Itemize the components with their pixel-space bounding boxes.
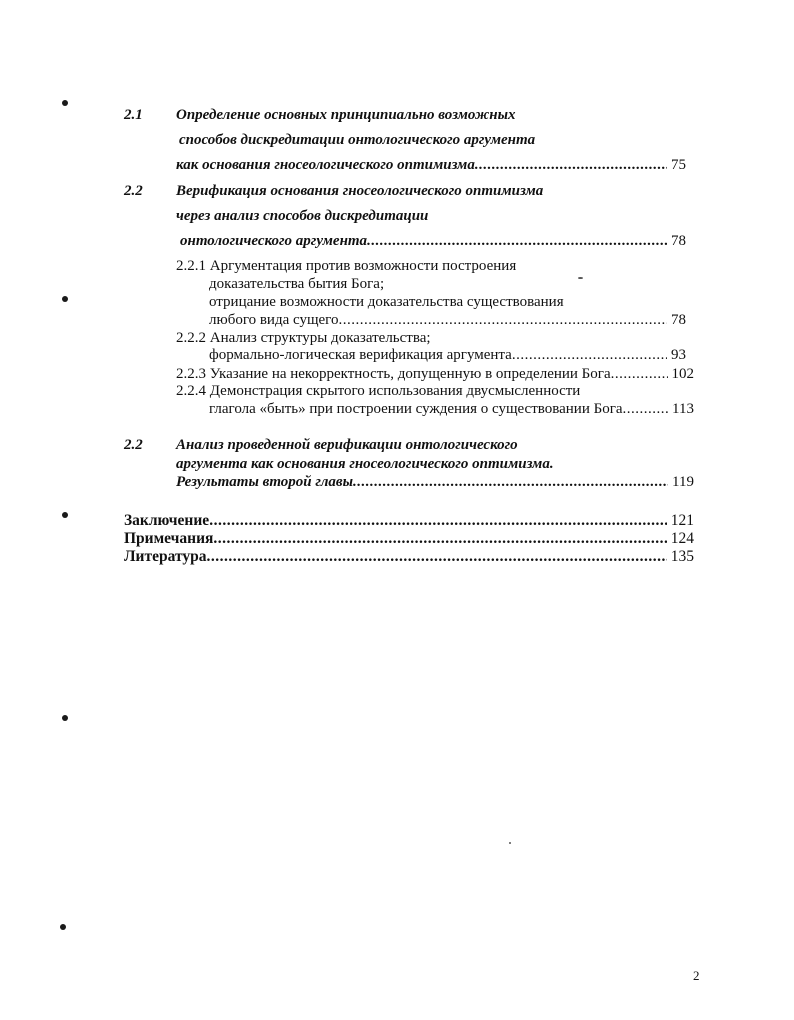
toc-subsection-title: 2.2.4 Демонстрация скрытого использования двусмысленности: [176, 383, 581, 399]
toc-section-title: через анализ способов дискредитации: [176, 208, 429, 224]
toc-section-title: аргумента как основания гносеологического оптимизма.: [176, 456, 554, 472]
toc-page-number: 121: [670, 512, 694, 529]
toc-page-number: 75: [671, 157, 686, 173]
toc-page-number: 78: [671, 312, 686, 328]
toc-entry-notes[interactable]: [124, 530, 694, 548]
toc-subsection-title: 2.2.2 Анализ структуры доказательства;: [176, 330, 431, 346]
toc-page-number: 78: [671, 233, 686, 249]
toc-subsection-title: 2.2.1 Аргументация против возможности построения: [176, 258, 517, 274]
toc-section-number: 2.1: [124, 107, 143, 123]
toc-page-number: 124: [670, 530, 694, 547]
binder-hole-mark: [62, 100, 68, 106]
toc-page-number: 113: [672, 401, 694, 417]
binder-hole-mark: [60, 924, 66, 930]
binder-hole-mark: [62, 715, 68, 721]
toc-section-title: Результаты второй главы: [176, 474, 354, 490]
toc-entry-literature[interactable]: [124, 548, 694, 566]
toc-entry[interactable]: [209, 401, 694, 418]
toc-section-title: Верификация основания гносеологического оптимизма: [176, 183, 544, 199]
dot-leader: [611, 366, 668, 383]
toc-section-title: как основания гносеологического оптимизма: [176, 157, 475, 173]
toc-subsection-title: любого вида сущего: [209, 312, 339, 328]
toc-entry[interactable]: [209, 312, 686, 329]
toc-backmatter-title: Литература: [124, 548, 207, 565]
dot-leader: [475, 157, 667, 174]
dot-leader: [338, 312, 667, 329]
dot-leader: [353, 474, 668, 491]
scan-speck: [578, 277, 583, 279]
toc-section-title: онтологического аргумента: [180, 233, 368, 249]
dot-leader: [367, 233, 667, 250]
toc-page-number: 102: [671, 366, 694, 382]
dot-leader: [209, 512, 667, 530]
dot-leader: [623, 401, 669, 418]
toc-section-title: Анализ проведенной верификации онтологического: [176, 437, 518, 453]
toc-entry-conclusion[interactable]: [124, 512, 694, 530]
page-number: 2: [693, 968, 700, 983]
toc-subsection-title: отрицание возможности доказательства существования: [209, 294, 564, 310]
dot-leader: [206, 548, 666, 566]
binder-hole-mark: [62, 296, 68, 302]
toc-backmatter-title: Заключение: [124, 512, 210, 529]
toc-section-number: 2.2: [124, 183, 143, 199]
toc-section-title: Определение основных принципиально возможных: [176, 107, 516, 123]
toc-subsection-title: 2.2.3 Указание на некорректность, допущенную в определении Бога: [176, 366, 611, 382]
binder-hole-mark: [62, 512, 68, 518]
toc-page-number: 119: [672, 474, 694, 490]
scan-speck: [509, 842, 511, 844]
toc-page-number: 93: [671, 347, 686, 363]
toc-subsection-title: формально-логическая верификация аргумента: [209, 347, 512, 363]
toc-backmatter-title: Примечания: [124, 530, 214, 547]
toc-entry[interactable]: [176, 474, 694, 491]
dot-leader: [213, 530, 666, 548]
toc-subsection-title: доказательства бытия Бога;: [209, 276, 385, 292]
toc-entry[interactable]: [176, 366, 694, 383]
toc-section-number: 2.2: [124, 437, 143, 453]
toc-entry[interactable]: [180, 233, 686, 250]
toc-page-number: 135: [670, 548, 694, 565]
toc-section-title: способов дискредитации онтологического аргумента: [179, 132, 536, 148]
toc-entry[interactable]: [209, 347, 686, 364]
toc-entry[interactable]: [176, 157, 686, 174]
dot-leader: [512, 347, 667, 364]
toc-subsection-title: глагола «быть» при построении суждения о существовании Бога: [209, 401, 623, 417]
